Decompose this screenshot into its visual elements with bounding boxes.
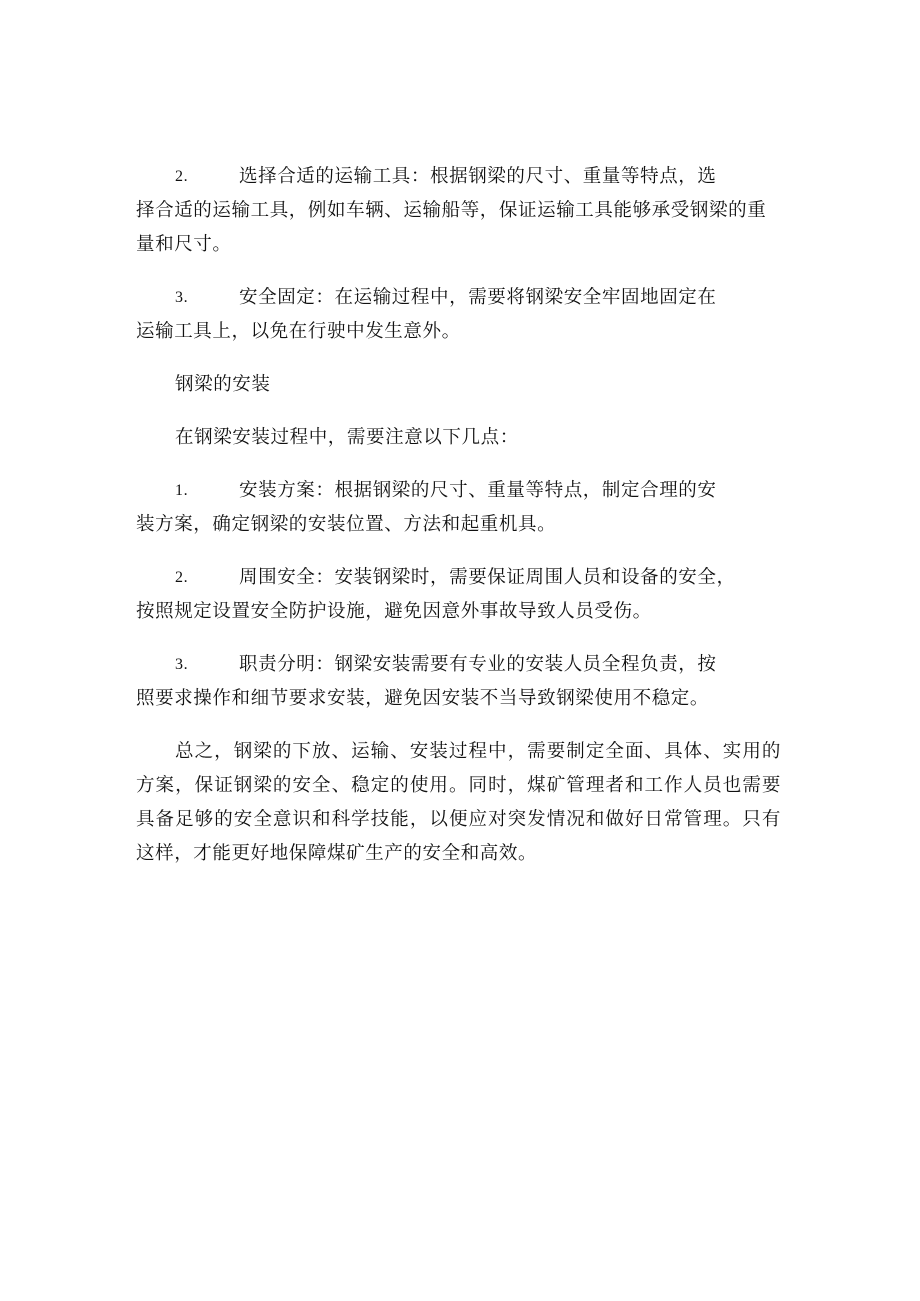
- item-text-line1: 选择合适的运输工具：根据钢梁的尺寸、重量等特点，选: [239, 166, 717, 187]
- item-text-rest: 装方案，确定钢梁的安装位置、方法和起重机具。: [136, 514, 557, 535]
- document-body: [136, 160, 781, 871]
- list-item-transport-2: [136, 160, 781, 262]
- summary-paragraph: 总之，钢梁的下放、运输、安装过程中，需要制定全面、具体、实用的方案，保证钢梁的安全、稳定的使用。同时，煤矿管理者和工作人员也需要具备足够的安全意识和科学技能，以便应对突发情况和做好日常管理。只有这样，才能更好地保障煤矿生产的安全和高效。: [136, 741, 781, 864]
- section-intro: 在钢梁安装过程中，需要注意以下几点：: [175, 427, 519, 448]
- list-item-install-1: [136, 474, 781, 542]
- item-text-rest: 照要求操作和细节要求安装，避免因安装不当导致钢梁使用不稳定。: [136, 688, 710, 709]
- section-title: 钢梁的安装: [175, 374, 271, 395]
- list-item-install-3: [136, 648, 781, 716]
- item-text-line1: 周围安全：安装钢梁时，需要保证周围人员和设备的安全，: [239, 567, 736, 588]
- item-number: 3.: [175, 289, 189, 306]
- item-text-line1: 安装方案：根据钢梁的尺寸、重量等特点，制定合理的安: [239, 480, 717, 501]
- item-number: 3.: [175, 656, 189, 673]
- item-text-line1: 职责分明：钢梁安装需要有专业的安装人员全程负责，按: [239, 654, 717, 675]
- item-text-rest: 择合适的运输工具，例如车辆、运输船等，保证运输工具能够承受钢梁的重量和尺寸。: [136, 200, 767, 255]
- item-text-rest: 按照规定设置安全防护设施，避免因意外事故导致人员受伤。: [136, 601, 652, 622]
- item-number: 2.: [175, 569, 189, 586]
- item-number: 1.: [175, 482, 189, 499]
- item-number: 2.: [175, 168, 189, 185]
- list-item-transport-3: [136, 281, 781, 349]
- item-text-line1: 安全固定：在运输过程中，需要将钢梁安全牢固地固定在: [239, 287, 717, 308]
- item-text-rest: 运输工具上，以免在行驶中发生意外。: [136, 321, 461, 342]
- list-item-install-2: [136, 561, 781, 629]
